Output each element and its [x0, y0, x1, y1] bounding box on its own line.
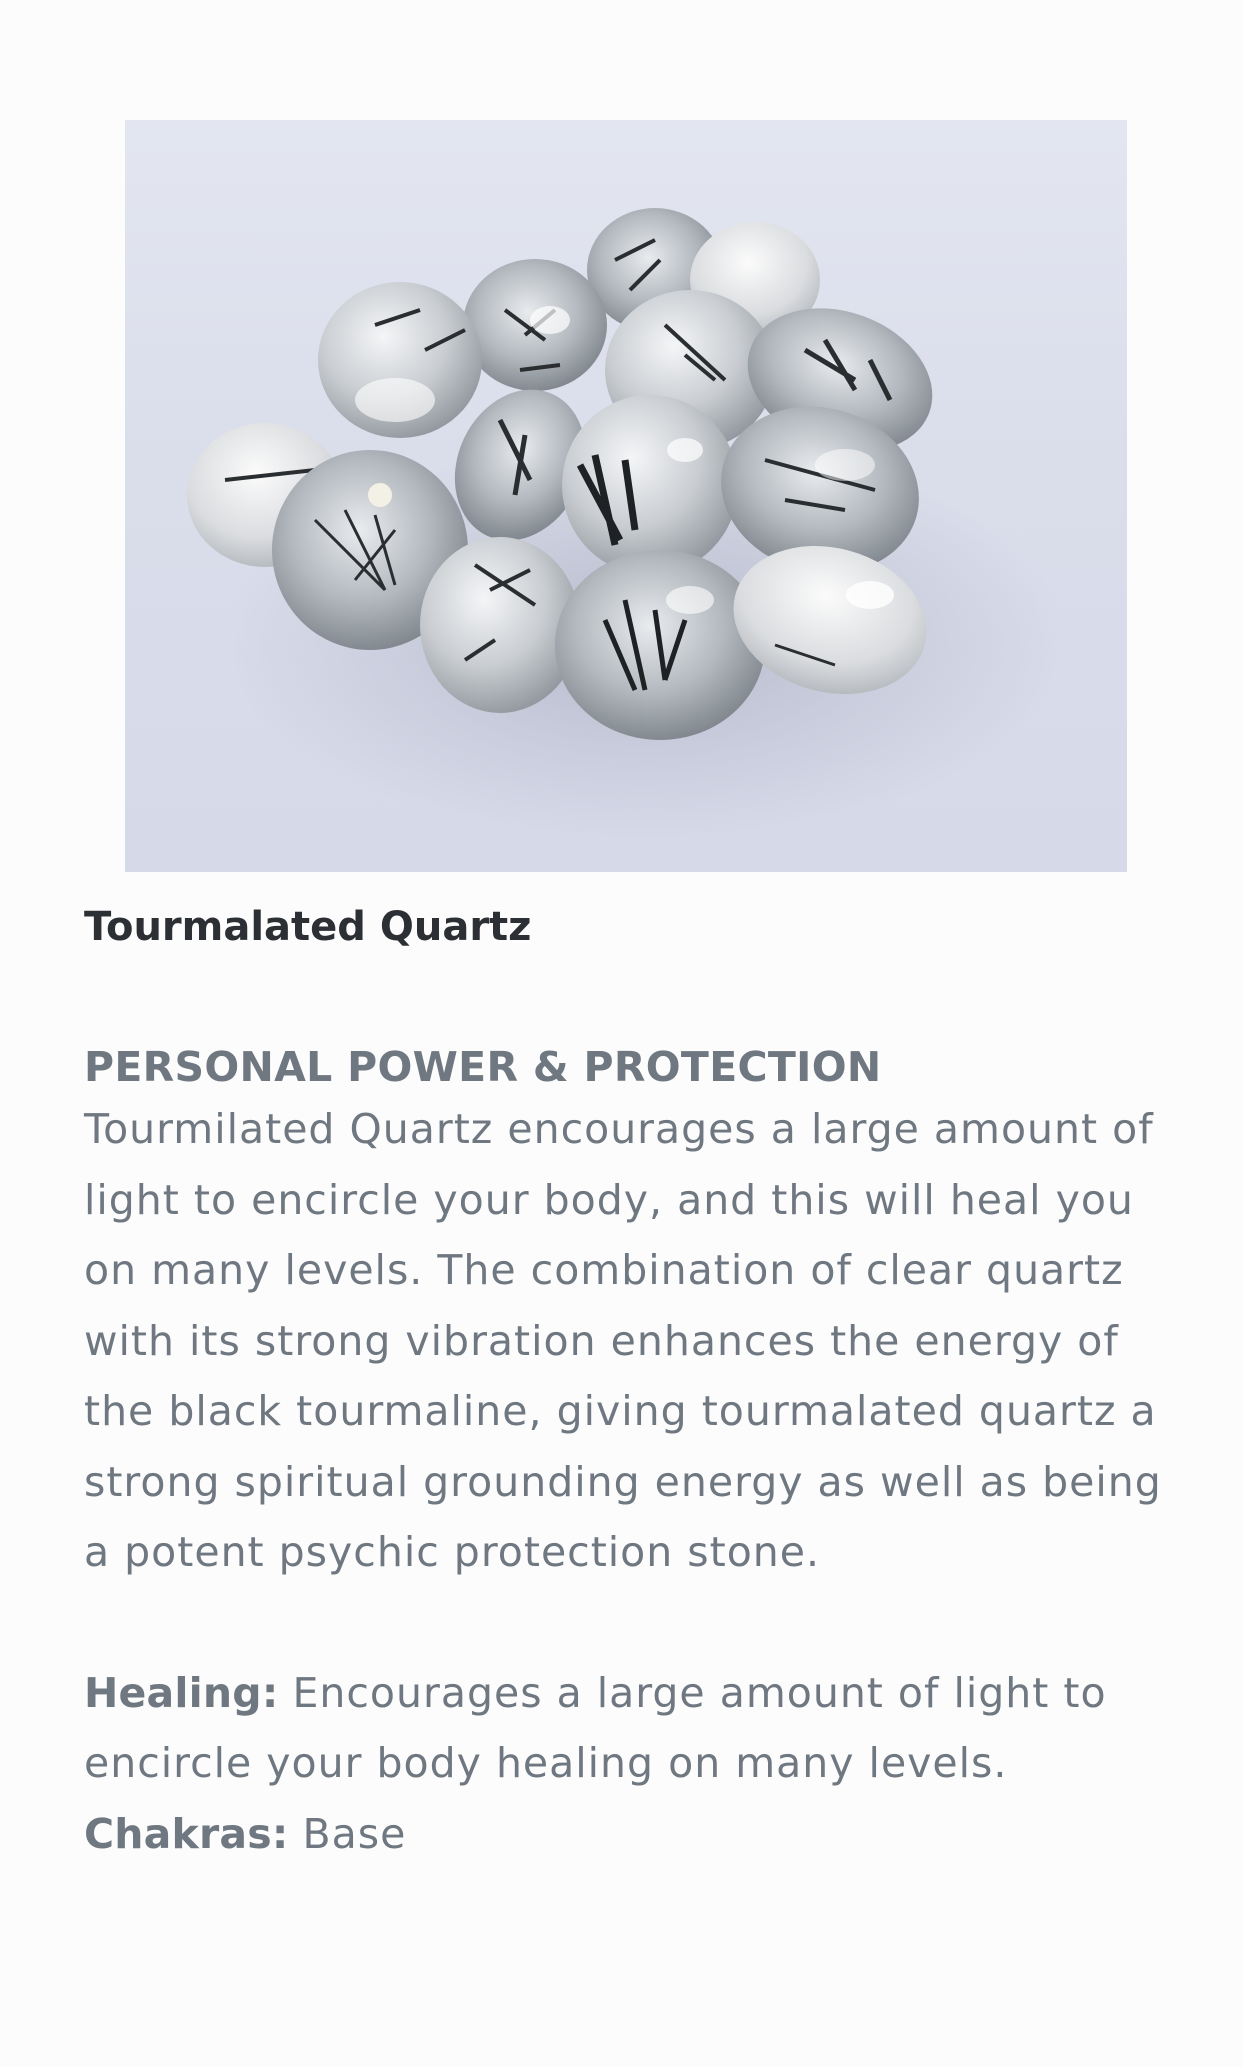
stone: [318, 282, 482, 438]
spacer: [84, 1588, 1184, 1658]
stone: [562, 395, 738, 575]
chakras-value: Base: [288, 1809, 407, 1858]
chakras-label: Chakras:: [84, 1809, 289, 1858]
stone: [555, 550, 765, 740]
product-title: Tourmalated Quartz: [84, 904, 532, 950]
healing-label: Healing:: [84, 1668, 279, 1717]
product-image: [125, 120, 1127, 872]
section-heading: PERSONAL POWER & PROTECTION: [84, 1043, 882, 1091]
product-details: [84, 900, 1184, 1869]
product-description: Tourmilated Quartz encourages a large amount of light to encircle your body, and this will heal you on many levels. The combination of clear quartz with its strong vibration enhances the energy of the black tourmaline, giving tourmalated quartz a strong spiritual grounding energy as well as being a potent psychic protection stone.: [84, 1105, 1162, 1576]
stone: [420, 537, 580, 713]
healing-value: Encourages a large amount of light to encircle your body healing on many levels.: [84, 1668, 1107, 1787]
stone: [463, 259, 607, 391]
healing-detail: [84, 1658, 1184, 1799]
chakras-detail: [84, 1799, 1184, 1870]
